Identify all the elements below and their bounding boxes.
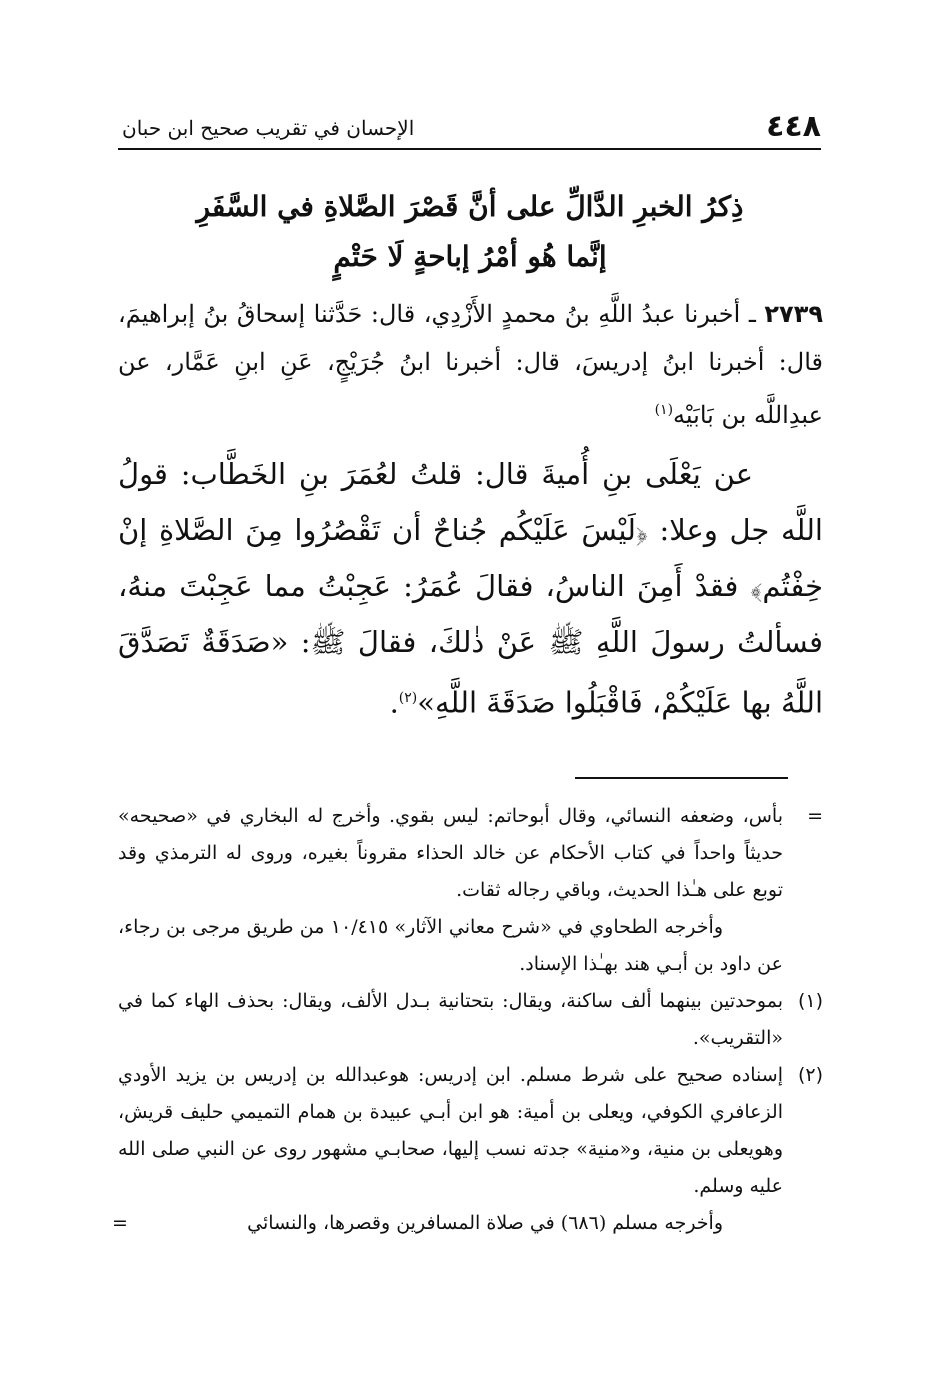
page-number: ٤٤٨ (766, 109, 821, 144)
matn-end: . (389, 685, 399, 720)
footnote-ref-2: (٢) (398, 690, 418, 706)
hadith-matn (118, 446, 823, 731)
footnote-2 (118, 1057, 823, 1205)
footnote-continuation-paragraph-text: وأخرجه الطحاوي في «شرح معاني الآثار» ١٠/٤١٥ من طريق مرجى بن رجاء، عن داود بن أبـي هند بهـٰذا الإسناد. (118, 916, 783, 975)
footnote-2-paragraph-text: وأخرجه مسلم (٦٨٦) في صلاة المسافرين وقصرها، والنسائي (247, 1212, 723, 1234)
continued-marker: = (112, 1212, 128, 1234)
footnote-ref-1: (١) (654, 402, 674, 418)
footnote-continuation (118, 798, 823, 909)
footnotes (112, 798, 823, 1242)
footnote-2-text: إسناده صحيح على شرط مسلم. ابن إدريس: هوعبدالله بن إدريس بن يزيد الأودي الزعافري الكوفي، ويعلى بن أمية: هو ابن أبـي عبيدة بن همام التميمي حليف قريش، وهويعلى بن منية، و«منية» جدته نسب إليها، صحابـي مشهور روى عن النبي صلى الله عليه وسلم. (118, 1064, 783, 1197)
isnad-text: ـ أخبرنا عبدُ اللَّهِ بنُ محمدٍ الأَزْدِي، قال: حَدَّثنا إسحاقُ بنُ إبراهيمَ، قال: أخبرنا ابنُ إدريسَ، قال: أخبرنا ابنُ جُرَيْجٍ، عَنِ ابنِ عَمَّار، عن عبدِاللَّه بن بَابَيْه (118, 300, 823, 429)
footnote-1-marker: (١) (797, 990, 823, 1012)
footnote-1 (118, 983, 823, 1057)
continuation-marker: = (807, 805, 823, 827)
footnote-continuation-paragraph (118, 909, 823, 983)
chapter-title (110, 182, 830, 282)
footnote-2-paragraph (112, 1205, 823, 1242)
running-title: الإحسان في تقريب صحيح ابن حبان (122, 116, 415, 140)
footnote-continuation-text: بأس، وضعفه النسائي، وقال أبوحاتم: ليس بقوي. وأخرج له البخاري في «صحيحه» حديثاً واحداً في كتاب الأحكام عن خالد الحذاء مقروناً بغيره، وروى له الترمذي وقد توبع على هـٰذا الحديث، وباقي رجاله ثقات. (118, 805, 783, 901)
matn-text: عن يَعْلَى بنِ أُميةَ قال: قلتُ لعُمَرَ بنِ الخَطَّاب: قولُ اللَّه جل وعلا: ﴿لَيْسَ عَلَيْكُم جُناحٌ أن تَقْصُرُوا مِنَ الصَّلاةِ إنْ خِفْتُم﴾ فقدْ أَمِنَ الناسُ، فقالَ عُمَرُ: عَجِبْتُ مما عَجِبْتَ منهُ، فسألتُ رسولَ اللَّهِ ﷺ عَنْ ذٰلكَ، فقالَ ﷺ: «صَدَقَةٌ تَصَدَّقَ اللَّهُ بها عَلَيْكُمْ، فَاقْبَلُوا صَدَقَةَ اللَّهِ» (118, 457, 823, 720)
footnote-separator (575, 777, 788, 779)
hadith-number: ٢٧٣٩ (764, 300, 823, 328)
footnote-1-text: بموحدتين بينهما ألف ساكنة، ويقال: بتحتانية بـدل الألف، ويقال: بحذف الهاء كما في «التقريب». (118, 990, 783, 1049)
footnote-2-marker: (٢) (797, 1064, 823, 1086)
page-header (118, 108, 821, 150)
chapter-title-line-1: ذِكرُ الخبرِ الدَّالِّ على أنَّ قَصْرَ الصَّلاةِ في السَّفَرِ (196, 190, 744, 223)
chapter-title-line-2: إنَّما هُو أمْرُ إباحةٍ لَا حَتْمٍ (333, 240, 607, 273)
hadith-isnad (118, 290, 823, 439)
